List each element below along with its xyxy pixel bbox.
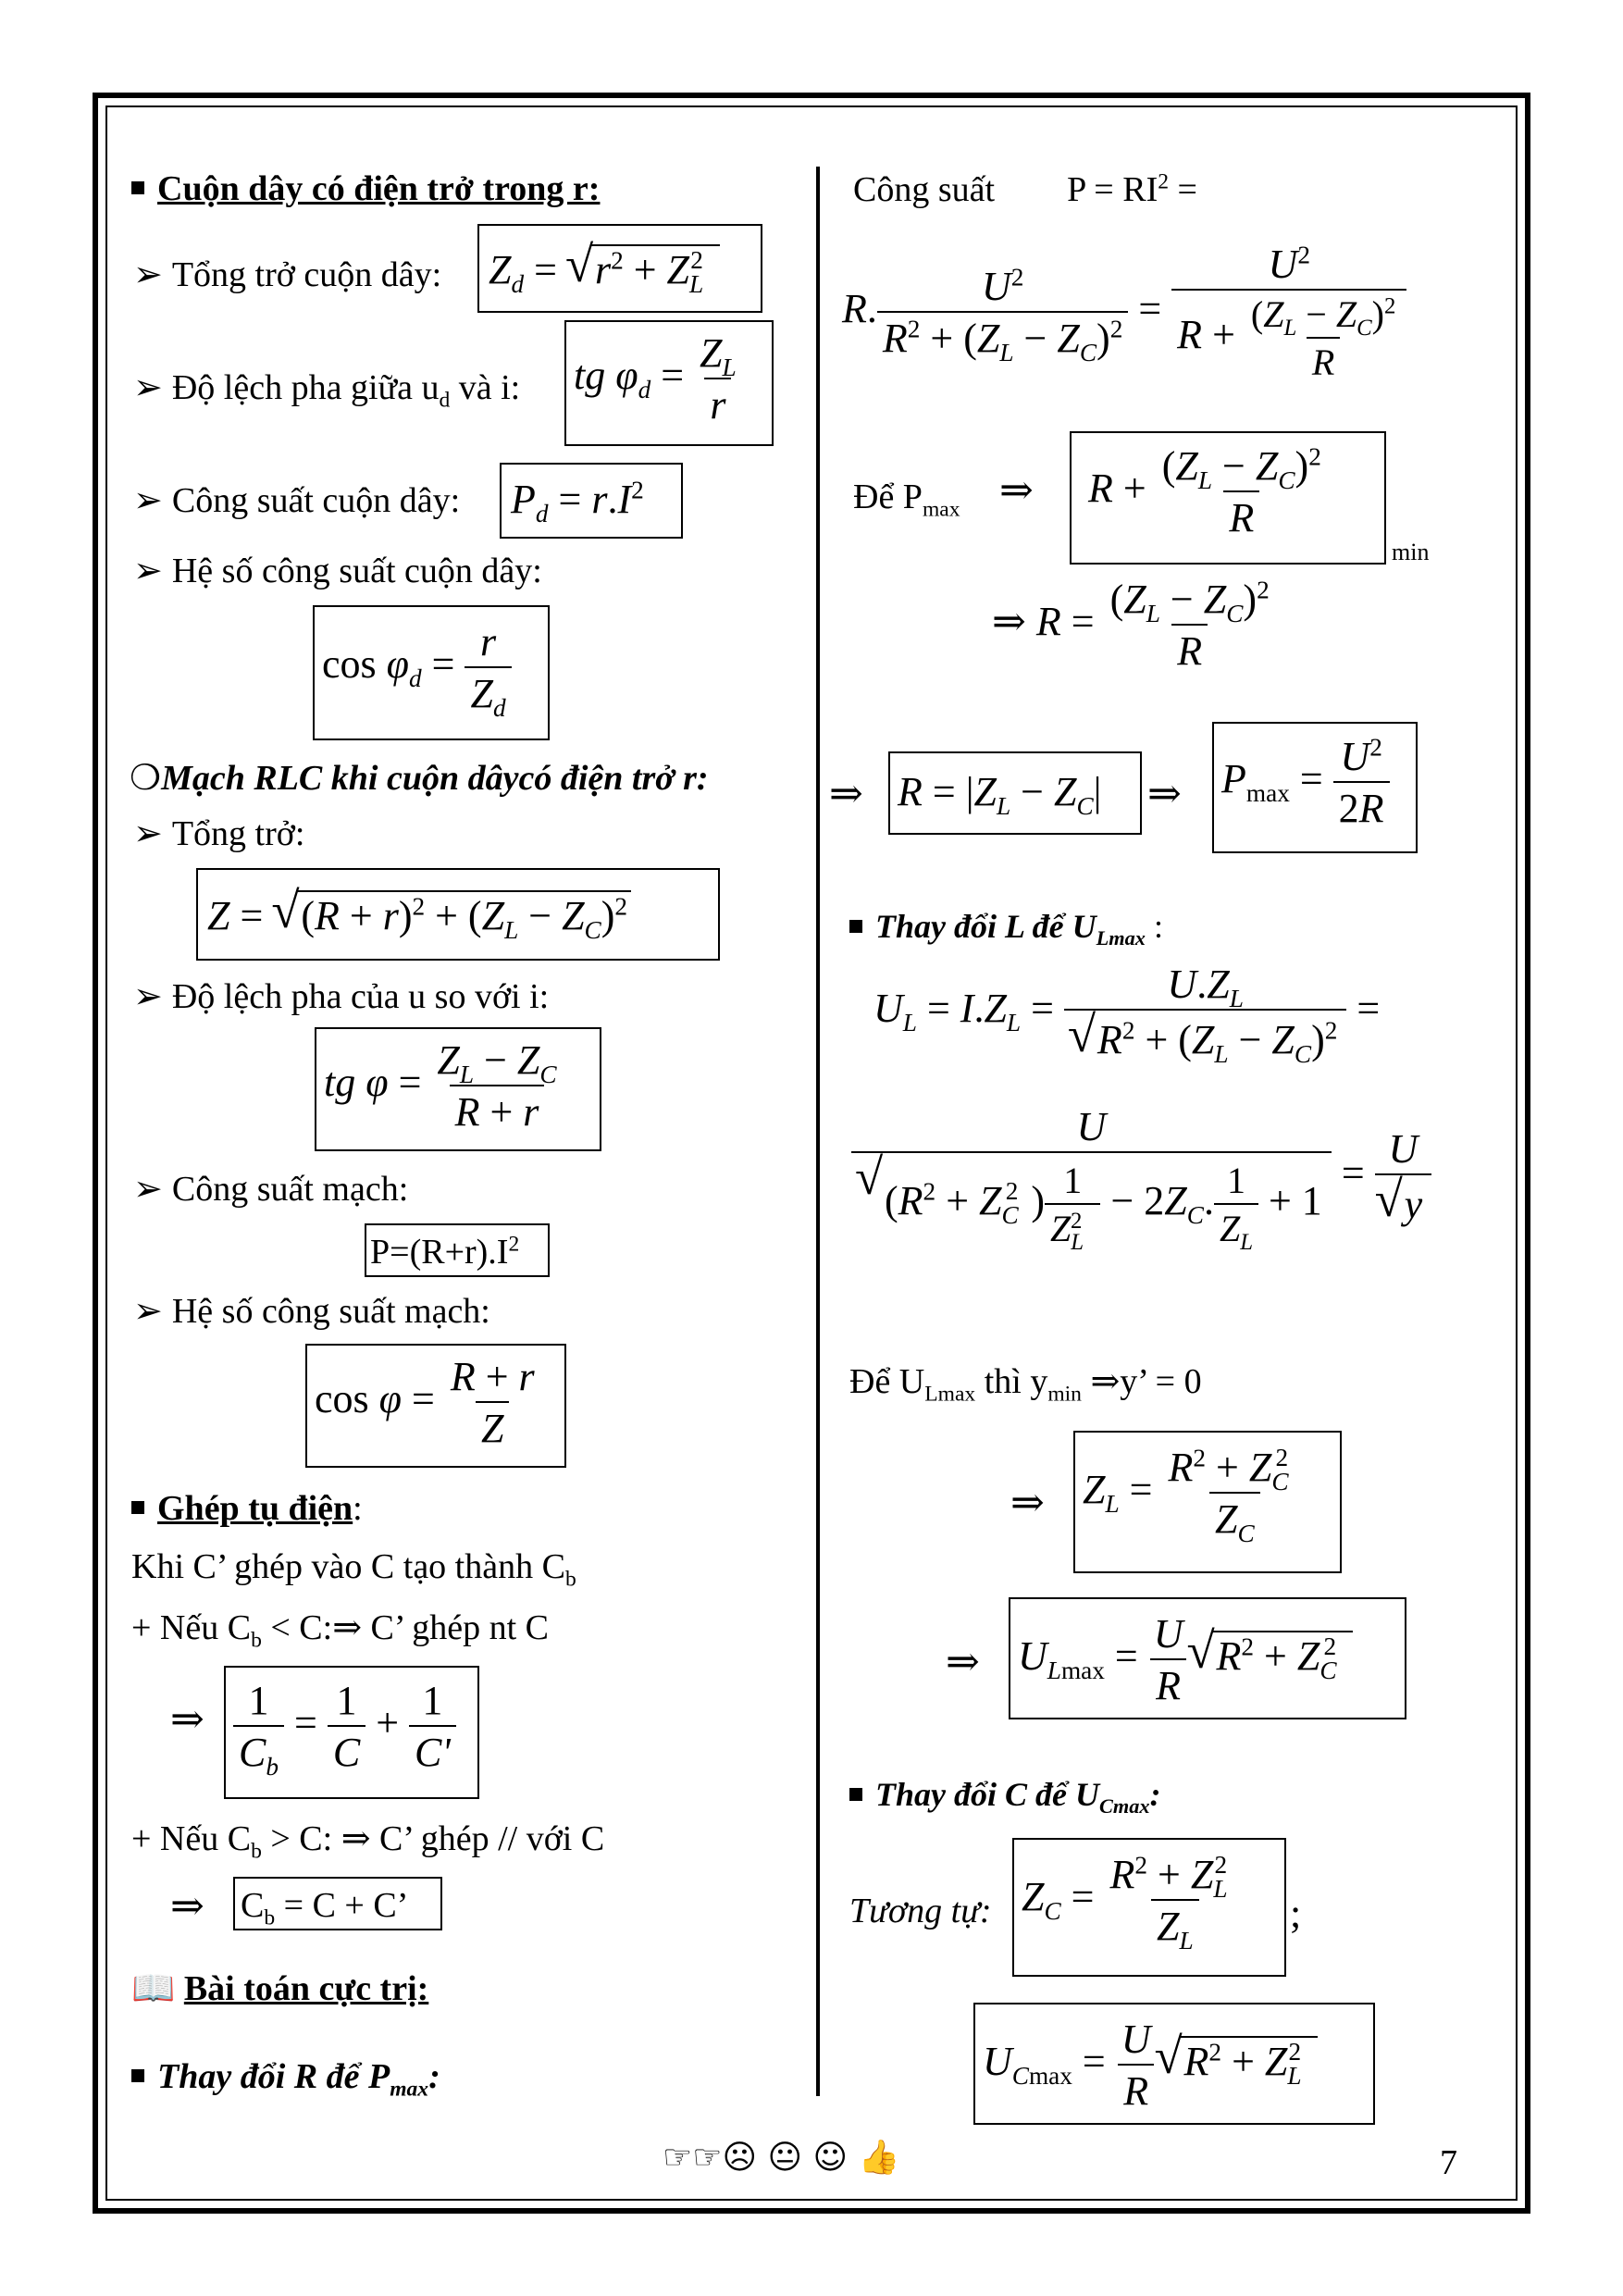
formula-ul-expanded: U √ ($R^2 + Z_C^2$ ) $\frac{1}{Z_L^2}$ − $2Z_C$. $\frac{1}{Z_L}$ + 1 = U √ y <box>851 1107 1431 1247</box>
coil-power-label: ➢ Công suất cuộn dây: <box>133 481 461 520</box>
rlc-heading: ❍Mạch RLC khi cuộn dâycó điện trở r: <box>130 757 709 798</box>
formula-power-expansion: R. $\frac{U^2}{R^2 + (Z_L - Z_C)^2}$ = $U^2$ R + $\frac{(Z_L - Z_C)^2}{R}$ <box>842 244 1406 381</box>
formula-coil-power: $P_d = r.I^2$ <box>500 463 683 539</box>
ulmax-condition: Để $U_{Lmax}$ thì $y_{min}$ ⇒y’ = 0 <box>849 1362 1202 1407</box>
cap-line-3: + Nếu $C_b > C$: ⇒ C’ ghép // với C <box>131 1819 605 1864</box>
semicolon: ; <box>1290 1891 1302 1936</box>
arrow-bullet-icon: ➢ <box>133 255 163 294</box>
implies-arrow-series: ⇒ <box>170 1696 204 1742</box>
book-icon: 📖 <box>131 1967 176 2008</box>
formula-zc-optimal: $Z_C$ = $\frac{R^2 + Z_L^2}{Z_L}$ <box>1012 1838 1286 1977</box>
implies-arrow-ulmax: ⇒ <box>946 1639 980 1684</box>
arrow-bullet-icon: ➢ <box>133 368 163 407</box>
cap-line-2: + Nếu $C_b$ < C:⇒ C’ ghép nt C <box>131 1608 549 1653</box>
arrow-bullet-icon: ➢ <box>133 481 163 520</box>
formula-zl-optimal: $Z_L$ = $\frac{R^2 + Z_C^2}{Z_C}$ <box>1073 1431 1342 1573</box>
page-number: 7 <box>1440 2143 1457 2182</box>
vary-c-heading: Thay đổi C để $U_{Cmax}$: <box>849 1775 1161 1814</box>
square-bullet-icon <box>131 2069 144 2082</box>
coil-phase-label: ➢ Độ lệch pha giữa $u_d$ và i: <box>133 368 521 413</box>
coil-impedance-label: ➢ Tổng trở cuộn dây: <box>133 255 442 294</box>
formula-coil-phase: tg $\varphi_d$ = $\frac{Z_L}{r}$ <box>564 320 774 446</box>
rlc-impedance-label: ➢ Tổng trở: <box>133 814 305 853</box>
arrow-bullet-icon: ➢ <box>133 1170 163 1209</box>
arrow-bullet-icon: ➢ <box>133 814 163 853</box>
implies-arrow-pmax-value: ⇒ <box>1147 771 1182 816</box>
formula-rlc-phase: tg φ = $\frac{Z_L - Z_C}{R + r}$ <box>315 1027 601 1151</box>
square-bullet-icon <box>131 1501 144 1514</box>
formula-ulmax: $U_{Lmax}$ = $\frac{U}{R}$ √ $R^2 + Z_C^2$ <box>1009 1597 1406 1719</box>
arrow-bullet-icon: ➢ <box>133 1292 163 1331</box>
pmax-label: Để $P_{max}$ <box>853 478 960 522</box>
coil-heading: Cuộn dây có điện trở trong r: <box>131 168 600 209</box>
formula-coil-pf: $\cos \varphi_d$ = $\frac{r}{Z_d}$ <box>313 605 550 740</box>
cap-heading: Ghép tụ điện: <box>131 1488 363 1529</box>
formula-rlc-power: $P=(R+r).I^2$ <box>365 1223 550 1277</box>
implies-arrow-zl: ⇒ <box>1010 1480 1045 1525</box>
square-bullet-icon <box>131 181 144 194</box>
formula-rlc-pf: cos φ = $\frac{R + r}{Z}$ <box>305 1344 566 1468</box>
implies-arrow-parallel: ⇒ <box>170 1883 204 1929</box>
formula-rlc-impedance: Z = √ $(R + r)^2 + (Z_L - Z_C)^2$ <box>196 868 720 961</box>
cap-line-1: Khi C’ ghép vào C tạo thành $C_b$ <box>131 1547 576 1592</box>
circle-bullet-icon: ❍ <box>130 757 162 798</box>
formula-cap-parallel: $C_b = C + C$’ <box>233 1877 442 1930</box>
min-subscript: min <box>1392 539 1430 565</box>
implies-arrow-r-abs: ⇒ <box>829 771 863 816</box>
arrow-bullet-icon: ➢ <box>133 977 163 1016</box>
bracket-pmax-min: R + $\frac{(Z_L - Z_C)^2}{R}$ <box>1070 431 1386 565</box>
square-bullet-icon <box>849 1788 862 1801</box>
formula-pmax-value: $P_{max}$ = $\frac{U^2}{2R}$ <box>1212 722 1418 853</box>
formula-cap-series: $\frac{1}{C_b}$ = $\frac{1}{C}$ + $\frac{1}{C'}$ <box>224 1666 479 1799</box>
similar-label: Tương tự: <box>849 1892 992 1930</box>
footer-emoticons-icon: ☞☞☹ 😐 ☺ 👍 <box>663 2139 900 2177</box>
vary-l-heading: Thay đổi L để $U_{Lmax}$ : <box>849 907 1163 946</box>
power-label: Công suất $P = RI^2$ = <box>853 169 1197 209</box>
arrow-bullet-icon: ➢ <box>133 552 163 590</box>
rlc-power-label: ➢ Công suất mạch: <box>133 1170 409 1209</box>
vary-r-heading: Thay đổi R để $P_{max}$: <box>131 2056 440 2097</box>
extremum-heading: 📖 Bài toán cực trị: <box>131 1967 429 2008</box>
implies-arrow-pmax: ⇒ <box>999 467 1034 513</box>
formula-ul: $U_L = I.Z_L$ = $U.Z_L$ √ $R^2 + (Z_L - Z_C)^2$ = <box>873 964 1380 1061</box>
formula-r-optimal: ⇒ R = $\frac{(Z_L - Z_C)^2}{R}$ <box>992 576 1270 674</box>
formula-coil-impedance: $Z_d$ = √ $r^2 + Z_L^2$ <box>477 224 762 313</box>
square-bullet-icon <box>849 920 862 933</box>
column-divider <box>816 167 820 2096</box>
formula-ucmax: $U_{Cmax}$ = $\frac{U}{R}$ √ $R^2 + Z_L^2$ <box>973 2003 1375 2125</box>
formula-r-abs: $R = |Z_L - Z_C|$ <box>888 751 1142 835</box>
coil-pf-label: ➢ Hệ số công suất cuộn dây: <box>133 552 542 590</box>
rlc-phase-label: ➢ Độ lệch pha của u so với i: <box>133 977 550 1016</box>
rlc-pf-label: ➢ Hệ số công suất mạch: <box>133 1292 490 1331</box>
